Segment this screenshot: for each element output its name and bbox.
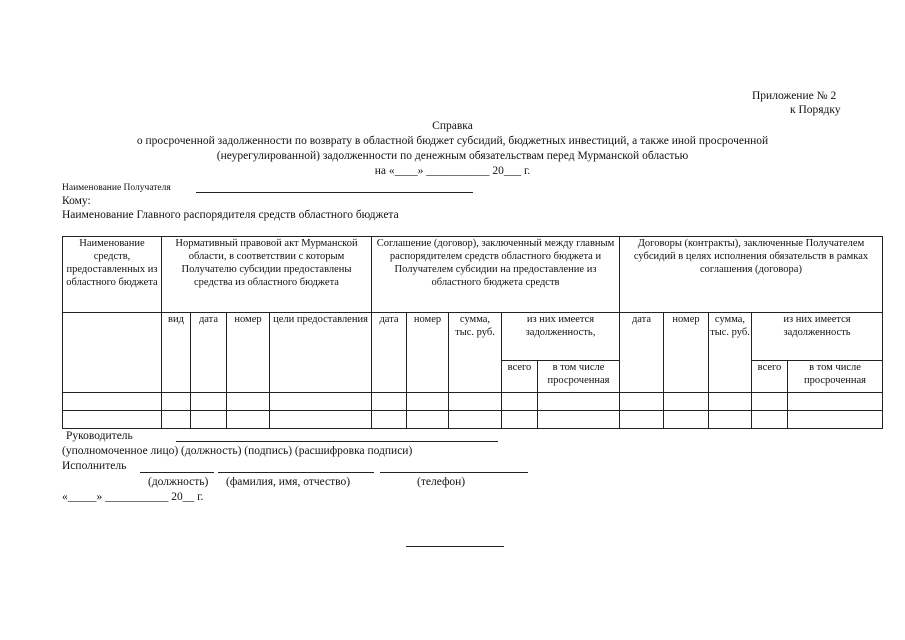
header-agreement: Соглашение (договор), заключенный между главным распорядителем средств областного бюджета и Получателем субсидии на предоставление из областного бюджета средств xyxy=(372,237,620,313)
header-contracts: Договоры (контракты), заключенные Получателем субсидий в целях исполнения обязательств в рамках соглашения (договора) xyxy=(620,237,883,313)
header-contract-date: дата xyxy=(620,313,664,393)
header-purpose: цели предоставления xyxy=(270,313,372,393)
header-contract-debt-total: всего xyxy=(752,361,788,393)
header-number: номер xyxy=(227,313,270,393)
executor-position-line[interactable] xyxy=(140,472,214,473)
header-contract-debt: из них имеется задолженность xyxy=(752,313,883,361)
executor-label: Исполнитель xyxy=(62,460,127,472)
header-agreement-date: дата xyxy=(372,313,407,393)
header-agreement-number: номер xyxy=(407,313,449,393)
appendix-line-2: к Порядку xyxy=(790,104,841,116)
blank-cell xyxy=(63,313,162,393)
header-legal-act: Нормативный правовой акт Мурманской области, в соответствии с которым Получателю субсидии предоставлены средства из областного бюджета xyxy=(162,237,372,313)
appendix-line-1: Приложение № 2 xyxy=(752,90,837,102)
header-contract-sum: сумма, тыс. руб. xyxy=(709,313,752,393)
title-date-line: на «____» ___________ 20___ г. xyxy=(374,165,531,177)
executor-name-line[interactable] xyxy=(218,472,374,473)
title-line-1: о просроченной задолженности по возврату в областной бюджет субсидий, бюджетных инвестиций, а также иной просроченной xyxy=(136,135,769,147)
header-contract-debt-overdue: в том числе просроченная xyxy=(788,361,883,393)
header-vid: вид xyxy=(162,313,191,393)
head-signature-line[interactable] xyxy=(176,441,498,442)
executor-phone-line[interactable] xyxy=(380,472,528,473)
separator-line xyxy=(406,546,504,547)
head-label: Руководитель xyxy=(66,430,133,442)
table-row[interactable] xyxy=(63,393,883,411)
head-caption: (уполномоченное лицо) (должность) (подпись) (расшифровка подписи) xyxy=(62,445,413,457)
header-agreement-debt-overdue: в том числе просроченная xyxy=(538,361,620,393)
recipient-label: Наименование Получателя xyxy=(62,183,171,193)
document-title: Справка xyxy=(432,120,473,132)
debt-table xyxy=(62,236,883,429)
header-agreement-sum: сумма, тыс. руб. xyxy=(449,313,502,393)
chief-admin-label: Наименование Главного распорядителя средств областного бюджета xyxy=(62,209,399,221)
footer-date-line: «_____» ___________ 20__ г. xyxy=(62,491,204,503)
header-date: дата xyxy=(191,313,227,393)
recipient-field-line[interactable] xyxy=(196,192,473,193)
header-funds-name: Наименование средств, предоставленных из областного бюджета xyxy=(63,237,162,313)
title-line-2: (неурегулированной) задолженности по денежным обязательствам перед Мурманской областью xyxy=(216,150,689,162)
header-agreement-debt: из них имеется задолженность, xyxy=(502,313,620,361)
executor-phone-caption: (телефон) xyxy=(417,476,466,488)
to-label: Кому: xyxy=(62,195,91,207)
header-contract-number: номер xyxy=(664,313,709,393)
table-row[interactable] xyxy=(63,411,883,429)
executor-name-caption: (фамилия, имя, отчество) xyxy=(226,476,351,488)
executor-position-caption: (должность) xyxy=(148,476,209,488)
header-agreement-debt-total: всего xyxy=(502,361,538,393)
